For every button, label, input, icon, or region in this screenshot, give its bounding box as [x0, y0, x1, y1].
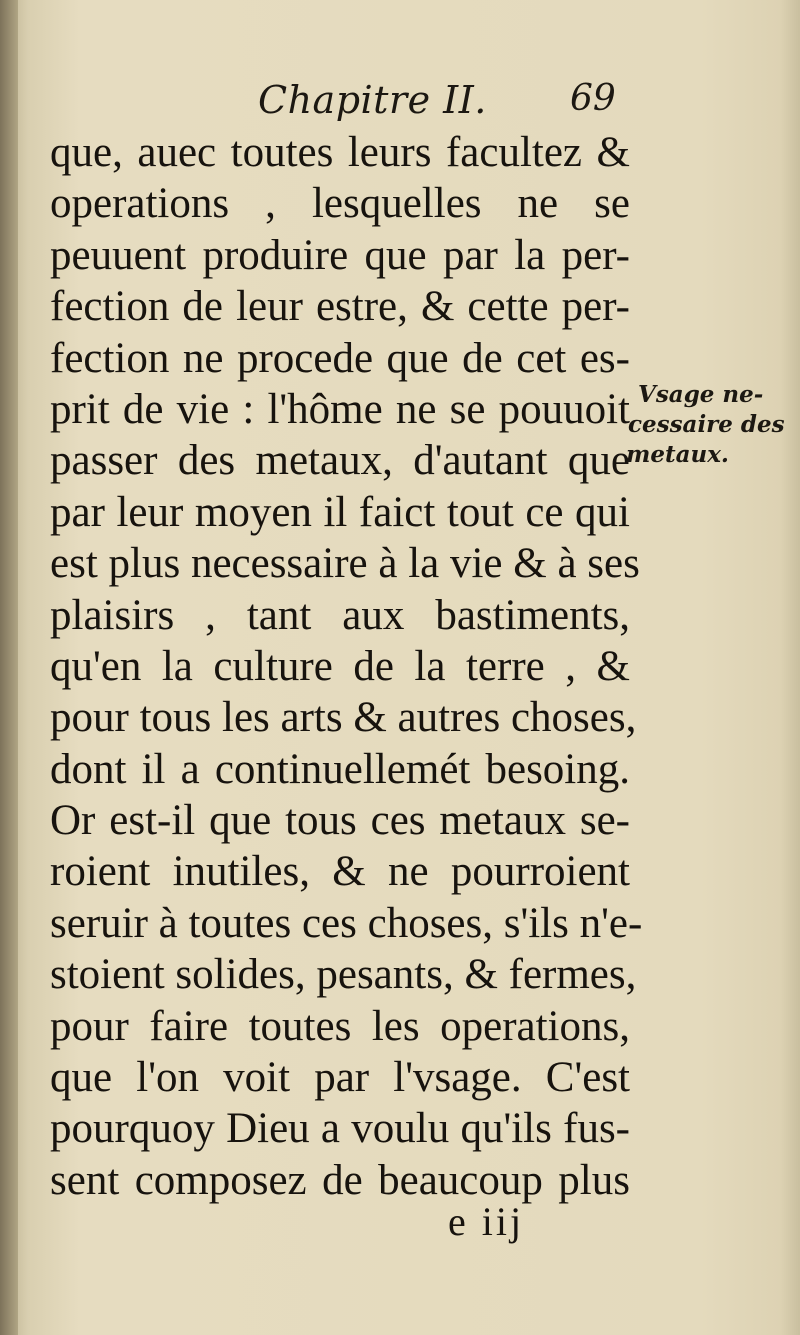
- text-line: seruir à toutes ces choses, s'ils n'e-: [50, 899, 643, 947]
- text-line: passer des metaux, d'autant que: [50, 437, 630, 485]
- text-line: dont il a continuellemét besoing.: [50, 745, 630, 793]
- margin-note-line: metaux.: [626, 441, 729, 468]
- text-line: roient inutiles, & ne pourroient: [50, 848, 630, 896]
- running-header: [0, 70, 800, 130]
- page-number: 69: [570, 78, 616, 119]
- text-line: par leur moyen il faict tout ce qui: [50, 488, 630, 536]
- text-line: pourquoy Dieu a voulu qu'ils fus-: [50, 1105, 630, 1153]
- body-text: [50, 127, 643, 1206]
- text-line: est plus necessaire à la vie & à ses: [50, 540, 640, 588]
- signature-mark: e iij: [448, 1199, 525, 1244]
- text-line: operations , lesquelles ne se: [50, 180, 630, 228]
- text-line: pour tous les arts & autres choses,: [50, 694, 637, 742]
- text-line: peuuent produire que par la per-: [50, 231, 630, 279]
- text-line: que, auec toutes leurs facultez &: [50, 129, 630, 176]
- page-gutter: [0, 0, 18, 1335]
- text-line: Or est-il que tous ces metaux se-: [50, 797, 630, 845]
- running-title: Chapitre II.: [258, 78, 487, 122]
- text-line: fection de leur estre, & cette per-: [50, 283, 630, 331]
- text-line: fection ne procede que de cet es-: [50, 334, 630, 382]
- text-line: stoient solides, pesants, & fermes,: [50, 951, 637, 999]
- text-line: sent composez de beaucoup plus: [50, 1156, 630, 1204]
- margin-note-line: Vsage ne-: [638, 381, 764, 408]
- text-line: qu'en la culture de la terre , &: [50, 642, 630, 690]
- text-line: que l'on voit par l'vsage. C'est: [50, 1054, 630, 1102]
- text-line: pour faire toutes les operations,: [50, 1002, 630, 1050]
- text-line: plaisirs , tant aux bastiments,: [50, 591, 630, 639]
- text-line: prit de vie : l'hôme ne se pouuoit: [50, 385, 630, 433]
- margin-note-line: cessaire des: [628, 411, 785, 438]
- margin-note: [626, 380, 796, 470]
